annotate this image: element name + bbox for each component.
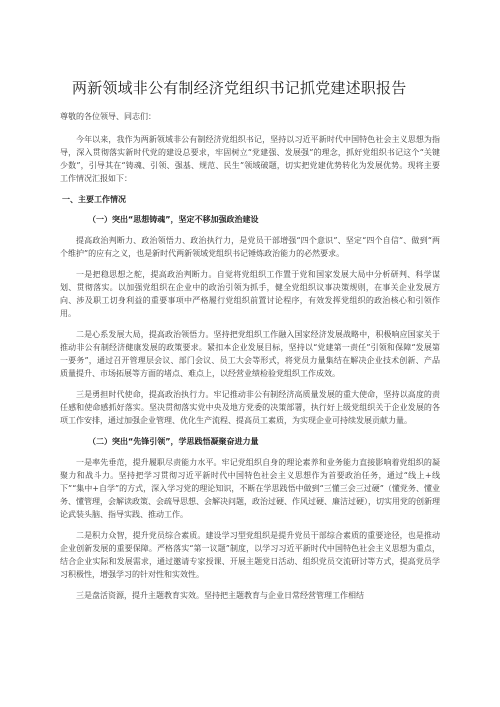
- paragraph: 三是勇担时代使命，提高政治执行力。牢记推动非公有制经济高质量发展的重大使命，坚持以高度的责任感和使命感抓好落实。坚决贯彻落实党中央及地方党委的决策部署，执行好上级党组织关于企业发展的各项工作安排，通过加强企业管理、优化生产流程、提高员工素质，为实现企业可持续发展贡献力量。: [60, 390, 440, 425]
- intro-paragraph: 今年以来，我作为两新领域非公有制经济党组织书记，坚持以习近平新时代中国特色社会主义思想为指导，深入贯彻落实新时代党的建设总要求，牢固树立“党建强、发展强”的理念，抓好党组织书记这个“关键少数”，引导其在“铸魂、引领、强基、规范、民生”领域破题，切实把党建优势转化为发展优势。现将主要工作情况汇报如下：: [60, 135, 440, 183]
- greeting: 尊敬的各位领导、同志们：: [60, 112, 156, 121]
- section-heading: 一、主要工作情况: [62, 195, 126, 204]
- page-title: 两新领域非公有制经济党组织书记抓党建述职报告: [72, 79, 407, 97]
- subsection-heading: （二）突出“先锋引领”，学思践悟凝聚奋进力量: [88, 437, 259, 446]
- paragraph: 二是积力众智，提升党员综合素质。建设学习型党组织是提升党员干部综合素质的重要途径，也是推动企业创新发展的重要保障。严格落实“第一议题”制度，以学习习近平新时代中国特色社会主义思想为重点，结合企业实际和发展需求，通过邀请专家授课、开展主题党日活动、组织党员交流研讨等方式，提高党员学习积极性，增强学习的针对性和实效性。: [60, 531, 440, 579]
- paragraph: 一是把稳思想之舵，提高政治判断力。自觉将党组织工作置于党和国家发展大局中分析研判、科学谋划、贯彻落实。以加强党组织在企业中的政治引领为抓手，健全党组织议事决策规则，在事关企业发展方向、涉及职工切身利益的重要事项中严格履行党组织前置讨论程序，有效发挥党组织的政治核心和引领作用。: [60, 270, 440, 318]
- paragraph: 提高政治判断力、政治领悟力、政治执行力，是党员干部增强“四个意识”、坚定“四个自信”、做到“两个维护”的应有之义，也是新时代两新领域党组织书记锤炼政治能力的必然要求。: [60, 236, 440, 258]
- paragraph: 二是心系发展大局，提高政治领悟力。坚持把党组织工作融入国家经济发展战略中，积极响应国家关于推动非公有制经济健康发展的政策要求。紧扣本企业发展目标，坚持以“党建第一责任”引领和保障“发展第一要务”，通过召开管理层会议、部门会议、员工大会等形式，将党员力量集结在解决企业技术创新、产品质量提升、市场拓展等方面的堵点、难点上，以经营业绩检验党组织工作成效。: [60, 330, 440, 378]
- document-body: [60, 110, 440, 610]
- subsection-heading: （一）突出“思想铸魂”，坚定不移加强政治建设: [88, 215, 259, 224]
- paragraph: 一是率先垂范，提升履职尽责能力水平。牢记党组织自身的理论素养和业务能力直接影响着党组织的凝聚力和战斗力。坚持把学习贯彻习近平新时代中国特色社会主义思想作为首要政治任务，通过“线上+线下”“集中+自学”的方式，深入学习党的理论知识，不断在学思践悟中做到“三懂三会三过硬”（懂党务、懂业务、懂管理，会解读政策、会疏导思想、会解决问题，政治过硬、作风过硬、廉洁过硬），切实用党的创新理论武装头脑、指导实践、推动工作。: [60, 458, 440, 519]
- paragraph: 三是盘活资源，提升主题教育实效。坚持把主题教育与企业日常经营管理工作相结: [76, 591, 364, 600]
